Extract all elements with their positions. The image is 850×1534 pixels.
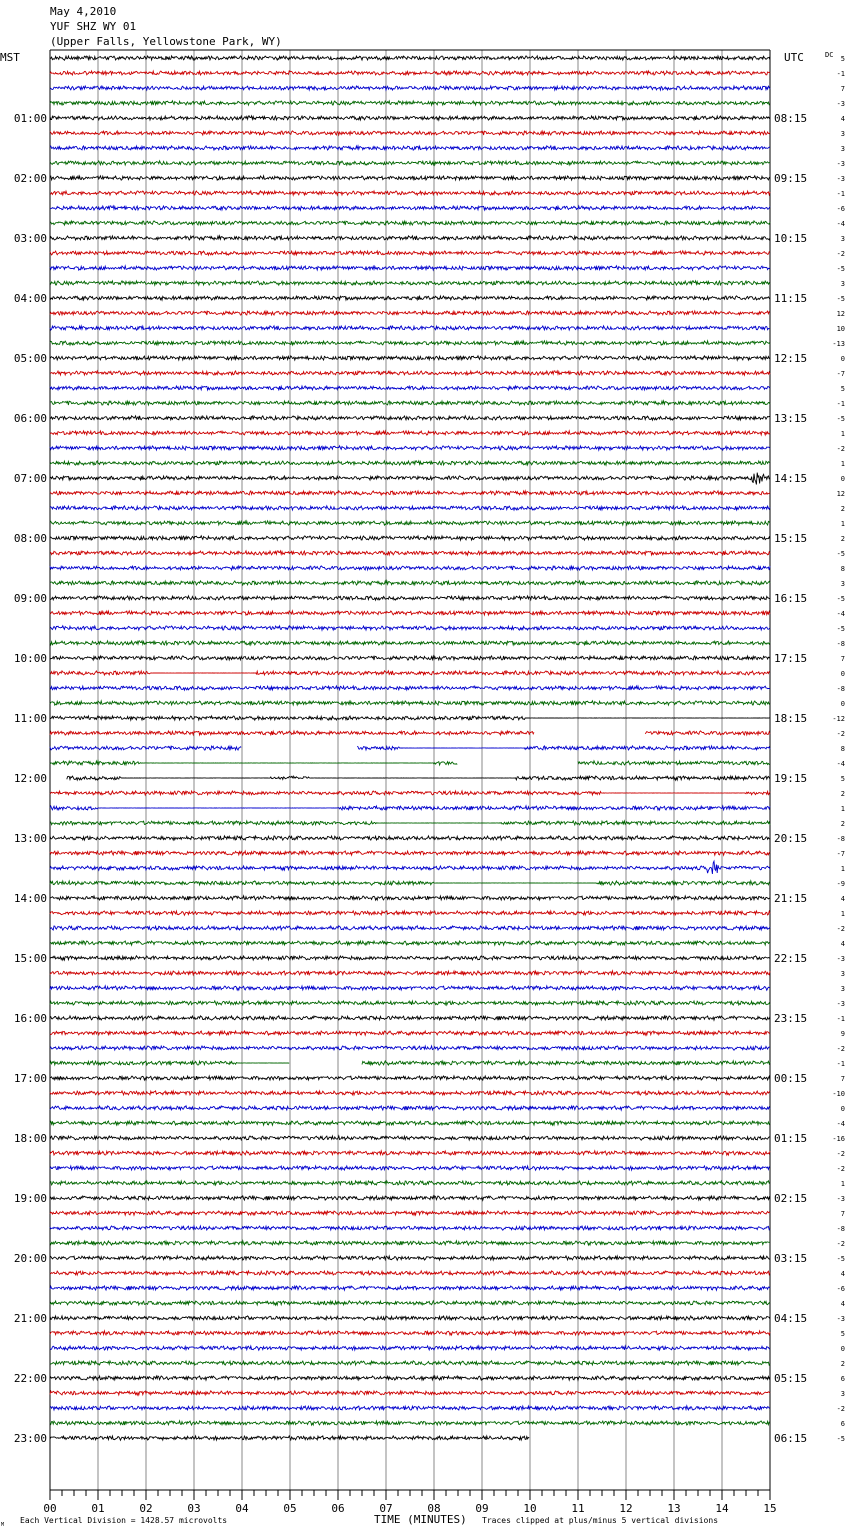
trace-row-45 [50,731,770,735]
trace-row-64 [50,1016,770,1020]
x-tick-label: 00 [43,1502,57,1515]
trace-row-14 [50,266,770,270]
dc-offset-label: 1 [840,910,845,918]
left-hour-label: 19:00 [13,1192,47,1205]
left-hour-label: 02:00 [13,172,47,185]
right-hour-label: 16:15 [774,592,808,605]
trace-row-22 [50,386,770,390]
right-hour-label: 19:15 [774,772,808,785]
trace-row-19 [50,341,770,345]
trace-row-8 [50,176,770,180]
right-hour-label: 13:15 [774,412,808,425]
trace-row-86 [50,1346,770,1350]
header-date: May 4,2010 [50,5,117,18]
dc-offset-label: -8 [836,1225,845,1233]
x-tick-label: 10 [523,1502,537,1515]
trace-row-52 [50,836,770,840]
dc-offset-label: -16 [832,1135,845,1143]
left-hour-label: 14:00 [13,892,47,905]
dc-offset-label: -2 [836,1240,845,1248]
dc-offset-label: 1 [840,805,845,813]
left-hour-label: 03:00 [13,232,47,245]
left-hour-label: 11:00 [13,712,47,725]
dc-offset-label: -3 [836,175,845,183]
right-hour-label: 05:15 [774,1372,808,1385]
dc-offset-label: -8 [836,835,845,843]
trace-row-30 [50,506,770,510]
trace-row-6 [50,146,770,150]
left-hour-label: 15:00 [13,952,47,965]
trace-row-11 [50,221,770,225]
right-hour-label: 23:15 [774,1012,808,1025]
trace-row-35 [50,581,770,585]
dc-offset-label: -5 [836,265,845,273]
trace-row-7 [50,161,770,165]
trace-row-85 [50,1331,770,1335]
x-tick-label: 13 [667,1502,681,1515]
right-hour-label: 02:15 [774,1192,808,1205]
header-location: (Upper Falls, Yellowstone Park, WY) [50,35,282,48]
trace-row-39 [50,641,770,645]
dc-offset-label: 0 [840,700,845,708]
dc-offset-label: 0 [840,1105,845,1113]
trace-row-18 [50,326,770,330]
dc-offset-label: -5 [836,550,845,558]
trace-row-33 [50,551,770,555]
dc-offset-label: 7 [840,655,845,663]
dc-offset-label: -3 [836,1315,845,1323]
trace-row-26 [50,446,770,450]
dc-offset-label: -2 [836,730,845,738]
dc-offset-label: -5 [836,1435,845,1443]
trace-row-72 [50,1136,770,1140]
dc-offset-label: -3 [836,955,845,963]
trace-row-63 [50,1001,770,1005]
dc-offset-label: 4 [840,895,845,903]
dc-offset-label: -3 [836,100,845,108]
trace-row-3 [50,101,770,105]
dc-offset-label: -8 [836,685,845,693]
dc-offset-label: -13 [832,340,845,348]
trace-row-5 [50,131,770,135]
dc-offset-label: 8 [840,565,845,573]
right-hour-label: 12:15 [774,352,808,365]
dc-offset-label: 5 [840,1330,845,1338]
trace-row-62 [50,986,770,990]
trace-row-57 [50,911,770,915]
dc-offset-label: 6 [840,1375,845,1383]
trace-row-40 [50,656,770,660]
left-hour-label: 21:00 [13,1312,47,1325]
dc-offset-label: 12 [836,310,845,318]
trace-row-53 [50,851,770,855]
dc-offset-label: 7 [840,85,845,93]
dc-offset-label: 2 [840,505,845,513]
dc-offset-label: 3 [840,1390,845,1398]
trace-row-59 [50,941,770,945]
trace-row-56 [50,896,770,900]
dc-offset-label: -1 [836,400,845,408]
trace-row-83 [50,1301,770,1305]
trace-row-36 [50,596,770,600]
right-hour-label: 18:15 [774,712,808,725]
dc-offset-label: -6 [836,1285,845,1293]
dc-offset-label: 0 [840,1345,845,1353]
dc-offset-label: 2 [840,820,845,828]
right-hour-label: 04:15 [774,1312,808,1325]
trace-row-58 [50,926,770,930]
right-hour-label: 10:15 [774,232,808,245]
dc-offset-label: -1 [836,1060,845,1068]
dc-offset-label: -8 [836,640,845,648]
dc-offset-label: -3 [836,160,845,168]
dc-offset-label: -2 [836,925,845,933]
footer-clip-note: Traces clipped at plus/minus 5 vertical divisions [482,1516,719,1525]
trace-row-48 [67,776,770,780]
trace-row-77 [50,1211,770,1215]
dc-offset-label: 9 [840,1030,845,1038]
left-hour-label: 22:00 [13,1372,47,1385]
dc-offset-label: 5 [840,385,845,393]
right-tz-label: UTC [784,51,804,64]
trace-row-10 [50,206,770,210]
dc-offset-label: 1 [840,520,845,528]
trace-row-87 [50,1361,770,1365]
trace-row-61 [50,971,770,975]
left-hour-label: 23:00 [13,1432,47,1445]
axes-group [0,51,845,1528]
trace-row-21 [50,371,770,375]
left-hour-label: 16:00 [13,1012,47,1025]
dc-offset-label: -5 [836,1255,845,1263]
x-tick-label: 03 [187,1502,201,1515]
dc-offset-label: -3 [836,1000,845,1008]
dc-offset-label: 2 [840,790,845,798]
right-hour-label: 20:15 [774,832,808,845]
header-station: YUF SHZ WY 01 [50,20,137,33]
dc-offset-label: 3 [840,130,845,138]
right-hour-label: 06:15 [774,1432,808,1445]
dc-offset-label: 4 [840,940,845,948]
trace-row-88 [50,1376,770,1380]
x-tick-label: 01 [91,1502,105,1515]
trace-row-75 [50,1181,770,1185]
trace-row-65 [50,1031,770,1035]
trace-row-80 [50,1256,770,1260]
dc-offset-label: 3 [840,580,845,588]
trace-row-55 [50,881,770,885]
x-axis-label: TIME (MINUTES) [374,1513,467,1526]
trace-row-24 [50,416,770,420]
dc-offset-label: -10 [832,1090,845,1098]
left-hour-label: 07:00 [13,472,47,485]
dc-offset-label: 7 [840,1210,845,1218]
left-hour-label: 18:00 [13,1132,47,1145]
dc-offset-label: -4 [836,760,845,768]
right-hour-label: 01:15 [774,1132,808,1145]
trace-row-20 [50,356,770,360]
trace-row-9 [50,191,770,195]
x-tick-label: 05 [283,1502,297,1515]
dc-offset-label: -7 [836,370,845,378]
trace-row-47 [50,761,770,765]
dc-offset-label: -4 [836,1120,845,1128]
dc-offset-label: 1 [840,1180,845,1188]
left-hour-label: 20:00 [13,1252,47,1265]
left-hour-label: 10:00 [13,652,47,665]
trace-row-46 [50,746,770,750]
x-tick-label: 09 [475,1502,489,1515]
trace-row-51 [50,821,770,825]
dc-offset-label: -4 [836,610,845,618]
trace-row-17 [50,311,770,315]
dc-offset-label: -5 [836,625,845,633]
dc-offset-label: 0 [840,475,845,483]
trace-row-69 [50,1091,770,1095]
left-hour-label: 08:00 [13,532,47,545]
dc-offset-label: 4 [840,115,845,123]
dc-offset-label: 3 [840,985,845,993]
x-tick-label: 04 [235,1502,249,1515]
dc-offset-label: 6 [840,1420,845,1428]
trace-row-70 [50,1106,770,1110]
dc-offset-label: -5 [836,295,845,303]
trace-row-49 [50,791,770,795]
dc-offset-label: 1 [840,865,845,873]
left-hour-label: 12:00 [13,772,47,785]
footer-scale-note: Each Vertical Division = 1428.57 microvolts [20,1516,228,1525]
dc-offset-label: -6 [836,205,845,213]
trace-row-4 [50,116,770,120]
dc-offset-label: 0 [840,355,845,363]
dc-offset-label: 1 [840,460,845,468]
trace-row-1 [50,71,770,75]
trace-row-34 [50,566,770,570]
trace-row-71 [50,1121,770,1125]
dc-offset-label: -1 [836,190,845,198]
trace-row-32 [50,536,770,540]
left-hour-label: 06:00 [13,412,47,425]
x-tick-label: 15 [763,1502,777,1515]
dc-offset-label: -2 [836,1165,845,1173]
dc-offset-label: -12 [832,715,845,723]
trace-row-23 [50,401,770,405]
trace-row-74 [50,1166,770,1170]
trace-row-28 [50,473,770,485]
dc-offset-label: -2 [836,445,845,453]
right-hour-label: 22:15 [774,952,808,965]
dc-offset-label: -5 [836,415,845,423]
x-tick-label: 02 [139,1502,153,1515]
dc-offset-label: -2 [836,1045,845,1053]
dc-offset-label: -3 [836,1195,845,1203]
right-hour-label: 08:15 [774,112,808,125]
trace-row-27 [50,461,770,465]
x-tick-label: 07 [379,1502,393,1515]
x-tick-label: 06 [331,1502,345,1515]
left-hour-label: 05:00 [13,352,47,365]
x-tick-label: 14 [715,1502,729,1515]
trace-row-82 [50,1286,770,1290]
trace-row-12 [50,236,770,240]
trace-row-37 [50,611,770,615]
dc-label: DC [825,51,834,59]
dc-offset-label: -2 [836,1150,845,1158]
trace-row-81 [50,1271,770,1275]
right-hour-label: 17:15 [774,652,808,665]
dc-offset-label: 3 [840,145,845,153]
trace-row-66 [50,1046,770,1050]
dc-offset-label: -7 [836,850,845,858]
dc-offset-label: -2 [836,1405,845,1413]
trace-row-78 [50,1226,770,1230]
right-hour-label: 11:15 [774,292,808,305]
dc-offset-label: 2 [840,1360,845,1368]
right-hour-label: 09:15 [774,172,808,185]
trace-row-16 [50,296,770,300]
trace-row-15 [50,281,770,285]
dc-offset-label: 2 [840,535,845,543]
dc-offset-label: -1 [836,1015,845,1023]
trace-row-68 [50,1076,770,1080]
trace-row-89 [50,1391,770,1395]
trace-row-84 [50,1316,770,1320]
dc-offset-label: 8 [840,745,845,753]
left-hour-label: 17:00 [13,1072,47,1085]
trace-row-90 [50,1406,770,1410]
trace-row-76 [50,1196,770,1200]
dc-offset-label: 3 [840,235,845,243]
dc-offset-label: 12 [836,490,845,498]
x-tick-label: 08 [427,1502,441,1515]
right-hour-label: 21:15 [774,892,808,905]
trace-row-41 [50,671,770,675]
trace-row-25 [50,431,770,435]
trace-row-43 [50,701,770,705]
trace-row-0 [50,56,770,60]
trace-row-91 [50,1421,770,1425]
right-hour-label: 15:15 [774,532,808,545]
right-hour-label: 00:15 [774,1072,808,1085]
dc-offset-label: 3 [840,970,845,978]
dc-offset-label: 3 [840,280,845,288]
trace-row-29 [50,491,770,495]
trace-row-2 [50,86,770,90]
dc-offset-label: 4 [840,1300,845,1308]
left-hour-label: 04:00 [13,292,47,305]
x-tick-label: 11 [571,1502,585,1515]
dc-offset-label: 1 [840,430,845,438]
trace-row-67 [50,1061,770,1065]
trace-row-38 [50,626,770,630]
trace-row-73 [50,1151,770,1155]
dc-offset-label: -1 [836,70,845,78]
x-tick-label: 12 [619,1502,633,1515]
dc-offset-label: 5 [840,775,845,783]
left-hour-label: 13:00 [13,832,47,845]
dc-offset-label: 4 [840,1270,845,1278]
dc-offset-label: 10 [836,325,845,333]
left-hour-label: 01:00 [13,112,47,125]
trace-row-42 [50,686,770,690]
footer-left-mark: M [1,1522,5,1528]
left-tz-label: MST [0,51,20,64]
trace-group [50,56,770,1440]
trace-row-60 [50,956,770,960]
dc-offset-label: -9 [836,880,845,888]
dc-offset-label: 5 [840,55,845,63]
trace-row-54 [50,861,770,874]
trace-row-13 [50,251,770,255]
dc-offset-label: 0 [840,670,845,678]
trace-row-31 [50,521,770,525]
dc-offset-label: 7 [840,1075,845,1083]
trace-row-44 [50,716,770,720]
dc-offset-label: -5 [836,595,845,603]
right-hour-label: 03:15 [774,1252,808,1265]
trace-row-50 [50,806,770,810]
trace-row-92 [50,1436,770,1440]
dc-offset-label: -4 [836,220,845,228]
trace-row-79 [50,1241,770,1245]
right-hour-label: 14:15 [774,472,808,485]
left-hour-label: 09:00 [13,592,47,605]
dc-offset-label: -2 [836,250,845,258]
